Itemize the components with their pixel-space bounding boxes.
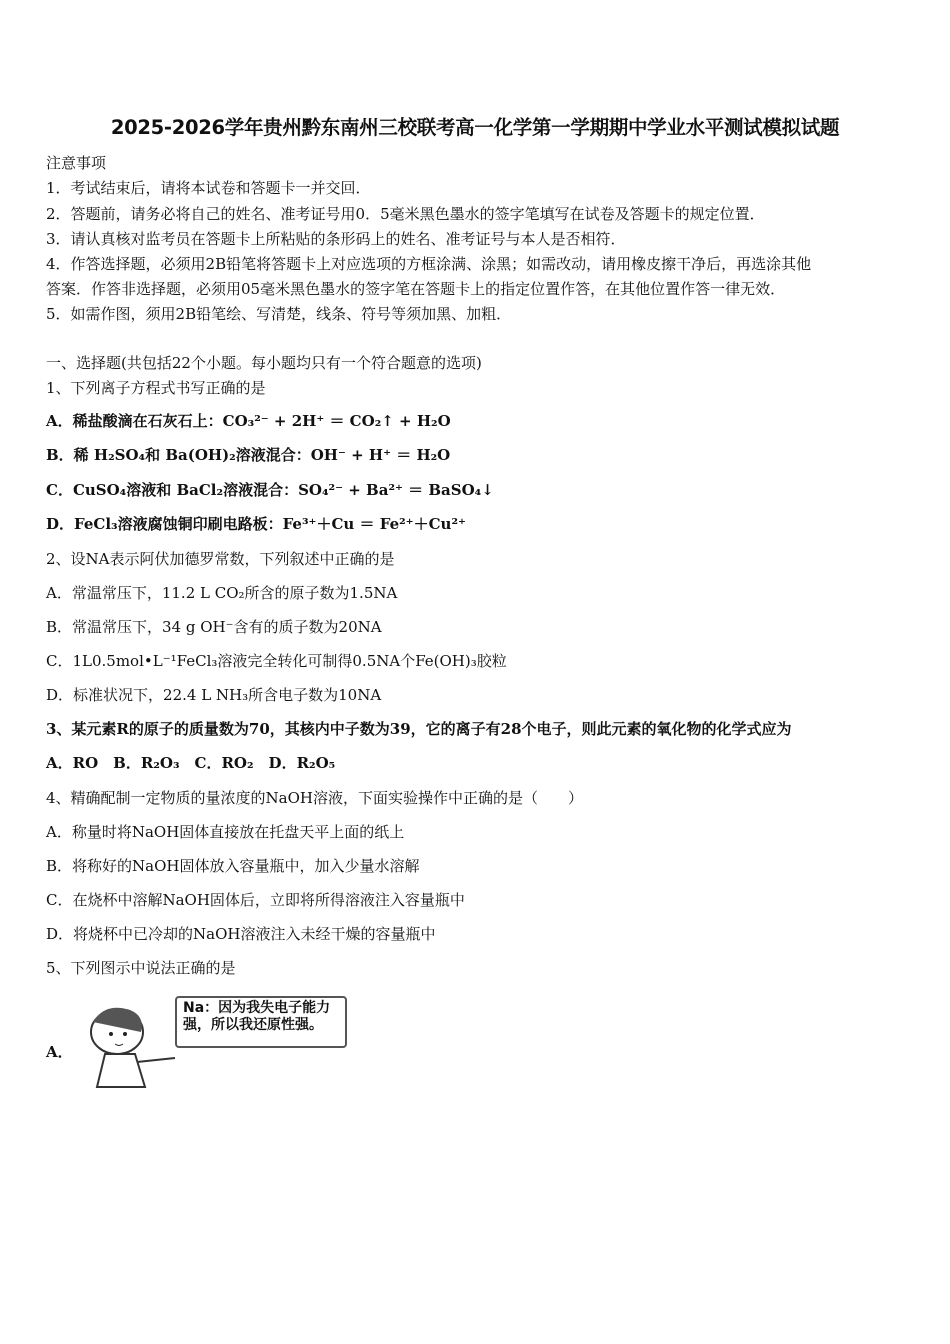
question-stem: 4、精确配制一定物质的量浓度的NaOH溶液，下面实验操作中正确的是（ ） bbox=[46, 789, 583, 807]
option: C．在烧杯中溶解NaOH固体后，立即将所得溶液注入容量瓶中 bbox=[46, 891, 465, 909]
section-heading: 一、选择题(共包括22个小题。每小题均只有一个符合题意的选项) bbox=[46, 354, 482, 372]
option: B．常温常压下，34 g OH⁻含有的质子数为20NA bbox=[46, 618, 382, 636]
option: C．CuSO₄溶液和 BaCl₂溶液混合：SO₄²⁻ + Ba²⁺ ＝ BaSO₄↓ bbox=[46, 481, 494, 499]
option: A．RO B．R₂O₃ C．RO₂ D．R₂O₅ bbox=[46, 754, 336, 772]
notice-item: 2．答题前，请务必将自己的姓名、准考证号用0．5毫米黑色墨水的签字笔填写在试卷及答题卡的规定位置． bbox=[46, 205, 765, 223]
page-title: 2025-2026学年贵州黔东南州三校联考高一化学第一学期期中学业水平测试模拟试题 bbox=[110, 116, 840, 139]
question-stem: 3、某元素R的原子的质量数为70，其核内中子数为39，它的离子有28个电子，则此元素的氧化物的化学式应为 bbox=[46, 720, 792, 738]
option: D．FeCl₃溶液腐蚀铜印刷电路板：Fe³⁺＋Cu ＝ Fe²⁺＋Cu²⁺ bbox=[46, 515, 466, 533]
option: A．稀盐酸滴在石灰石上：CO₃²⁻ + 2H⁺ ＝ CO₂↑ + H₂O bbox=[46, 412, 451, 430]
option: B．将称好的NaOH固体放入容量瓶中，加入少量水溶解 bbox=[46, 857, 420, 875]
question-stem: 5、下列图示中说法正确的是 bbox=[46, 959, 236, 977]
notice-item: 1．考试结束后，请将本试卷和答题卡一并交回． bbox=[46, 179, 371, 197]
option: C．1L0.5mol•L⁻¹FeCl₃溶液完全转化可制得0.5NA个Fe(OH)₃胶粒 bbox=[46, 652, 507, 670]
notice-item: 3．请认真核对监考员在答题卡上所粘贴的条形码上的姓名、准考证号与本人是否相符． bbox=[46, 230, 626, 248]
notice-item: 4．作答选择题，必须用2B铅笔将答题卡上对应选项的方框涂满、涂黑；如需改动，请用橡皮擦干净后，再选涂其他 bbox=[46, 255, 812, 273]
option: B．稀 H₂SO₄和 Ba(OH)₂溶液混合：OH⁻ + H⁺ ＝ H₂O bbox=[46, 446, 451, 464]
option: A．称量时将NaOH固体直接放在托盘天平上面的纸上 bbox=[46, 823, 405, 841]
option: D．将烧杯中已冷却的NaOH溶液注入未经干燥的容量瓶中 bbox=[46, 925, 436, 943]
speech-bubble: Na：因为我失电子能力强，所以我还原性强。 bbox=[175, 996, 347, 1048]
option: A．常温常压下，11.2 L CO₂所含的原子数为1.5NA bbox=[46, 584, 398, 602]
question-stem: 2、设NA表示阿伏加德罗常数，下列叙述中正确的是 bbox=[46, 550, 395, 568]
notice-heading: 注意事项 bbox=[46, 154, 107, 172]
cartoon-figure bbox=[75, 992, 360, 1092]
girl-illustration-icon bbox=[75, 992, 185, 1092]
question-stem: 1、下列离子方程式书写正确的是 bbox=[46, 379, 266, 397]
notice-item: 答案．作答非选择题，必须用05毫米黑色墨水的签字笔在答题卡上的指定位置作答，在其他位置作答一律无效． bbox=[46, 280, 786, 298]
option: A． bbox=[46, 1043, 73, 1061]
option: D．标准状况下，22.4 L NH₃所含电子数为10NA bbox=[46, 686, 382, 704]
notice-item: 5．如需作图，须用2B铅笔绘、写清楚，线条、符号等须加黑、加粗． bbox=[46, 305, 512, 323]
